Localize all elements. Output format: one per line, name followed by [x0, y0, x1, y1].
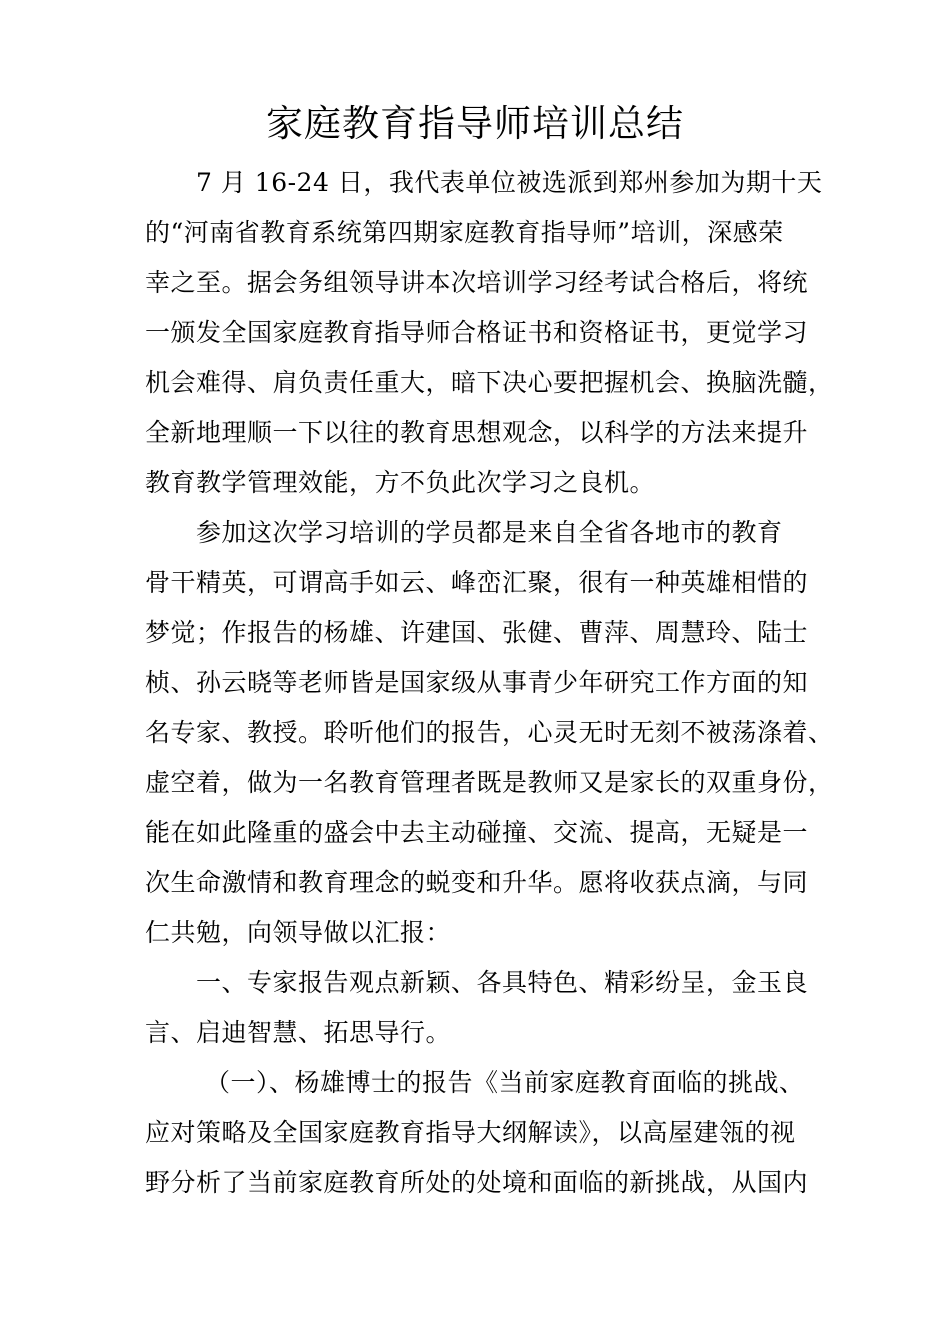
text-line: 虚空着，做为一名教育管理者既是教师又是家长的双重身份，: [145, 768, 834, 797]
text-line: 骨干精英，可谓高手如云、峰峦汇聚，很有一种英雄相惜的: [145, 568, 809, 597]
text-line: 名专家、教授。聆听他们的报告，心灵无时无刻不被荡涤着、: [145, 718, 834, 747]
text-line: 教育教学管理效能，方不负此次学习之良机。: [145, 468, 656, 497]
text-line: 应对策略及全国家庭教育指导大纲解读》，以高屋建瓴的视: [145, 1118, 796, 1147]
text-line: 仁共勉，向领导做以汇报：: [145, 918, 452, 947]
text-line: 一、专家报告观点新颖、各具特色、精彩纷呈，金玉良: [196, 968, 809, 997]
text-line: 一颁发全国家庭教育指导师合格证书和资格证书，更觉学习: [145, 318, 809, 347]
text-line: 幸之至。据会务组领导讲本次培训学习经考试合格后，将统: [145, 268, 809, 297]
text-line: 次生命激情和教育理念的蜕变和升华。愿将收获点滴，与同: [145, 868, 809, 897]
text-line: 参加这次学习培训的学员都是来自全省各地市的教育: [196, 518, 783, 547]
text-line: 机会难得、肩负责任重大，暗下决心要把握机会、换脑洗髓，: [145, 368, 834, 397]
text-line: 全新地理顺一下以往的教育思想观念，以科学的方法来提升: [145, 418, 809, 447]
text-line: （一）、杨雄博士的报告《当前家庭教育面临的挑战、: [205, 1068, 805, 1097]
text-line: 的“河南省教育系统第四期家庭教育指导师”培训，深感荣: [145, 218, 784, 247]
text-line: 桢、孙云晓等老师皆是国家级从事青少年研究工作方面的知: [145, 668, 809, 697]
text-line: 野分析了当前家庭教育所处的处境和面临的新挑战，从国内: [145, 1168, 809, 1197]
text-line: 7 月 16-24 日，我代表单位被选派到郑州参加为期十天: [196, 168, 823, 197]
text-line: 能在如此隆重的盛会中去主动碰撞、交流、提高，无疑是一: [145, 818, 809, 847]
text-line: 梦觉；作报告的杨雄、许建国、张健、曹萍、周慧玲、陆士: [145, 618, 809, 647]
document-title: 家庭教育指导师培训总结: [266, 102, 684, 145]
text-line: 言、启迪智慧、拓思导行。: [145, 1018, 452, 1047]
